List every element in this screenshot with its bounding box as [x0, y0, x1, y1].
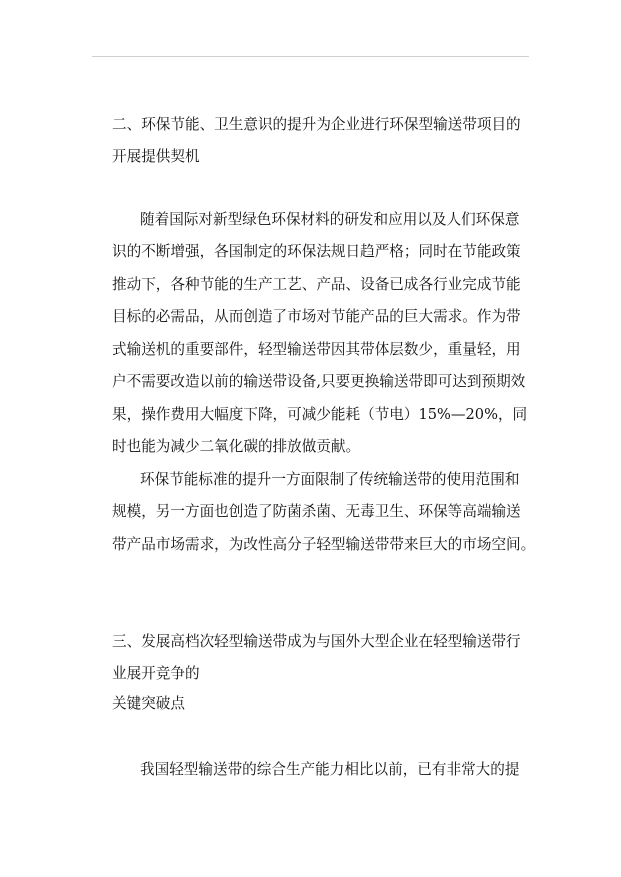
section2-heading-line-1: 二、环保节能、卫生意识的提升为企业进行环保型输送带项目的	[112, 116, 521, 133]
section2-para1-line-4: 目标的必需品，从而创造了市场对节能产品的巨大需求。作为带	[112, 308, 521, 325]
section2-para1-line-7: 果，操作费用大幅度下降，可减少能耗（节电）15%—20%，同	[112, 406, 528, 423]
section2-para1-line-1: 随着国际对新型绿色环保材料的研发和应用以及人们环保意	[140, 211, 520, 228]
section2-para1-line-5: 式输送机的重要部件，轻型输送带因其带体层数少，重量轻，用	[112, 341, 521, 358]
section2-para2-line-1: 环保节能标准的提升一方面限制了传统输送带的使用范围和	[140, 471, 520, 488]
section3-para1-line-1: 我国轻型输送带的综合生产能力相比以前，已有非常大的提	[140, 761, 520, 778]
section2-para1-line-6: 户不需要改造以前的输送带设备,只要更换输送带即可达到预期效	[112, 373, 526, 390]
section2-para2-line-2: 规模，另一方面也创造了防菌杀菌、无毒卫生、环保等高端输送	[112, 503, 521, 520]
section2-heading-line-2: 开展提供契机	[112, 148, 200, 165]
section3-heading-line-2: 业展开竞争的	[112, 665, 200, 682]
section2-para1-line-8: 时也能为减少二氧化碳的排放做贡献。	[112, 438, 361, 455]
section2-para1-line-2: 识的不断增强，各国制定的环保法规日趋严格；同时在节能政策	[112, 243, 521, 260]
section3-heading-line-1: 三、发展高档次轻型输送带成为与国外大型企业在轻型输送带行	[112, 633, 521, 650]
section2-para1-line-3: 推动下，各种节能的生产工艺、产品、设备已成各行业完成节能	[112, 276, 521, 293]
section2-para2-line-3: 带产品市场需求，为改性高分子轻型输送带带来巨大的市场空间。	[112, 536, 536, 553]
header-rule	[92, 56, 529, 57]
section3-heading-line-3: 关键突破点	[112, 695, 185, 712]
